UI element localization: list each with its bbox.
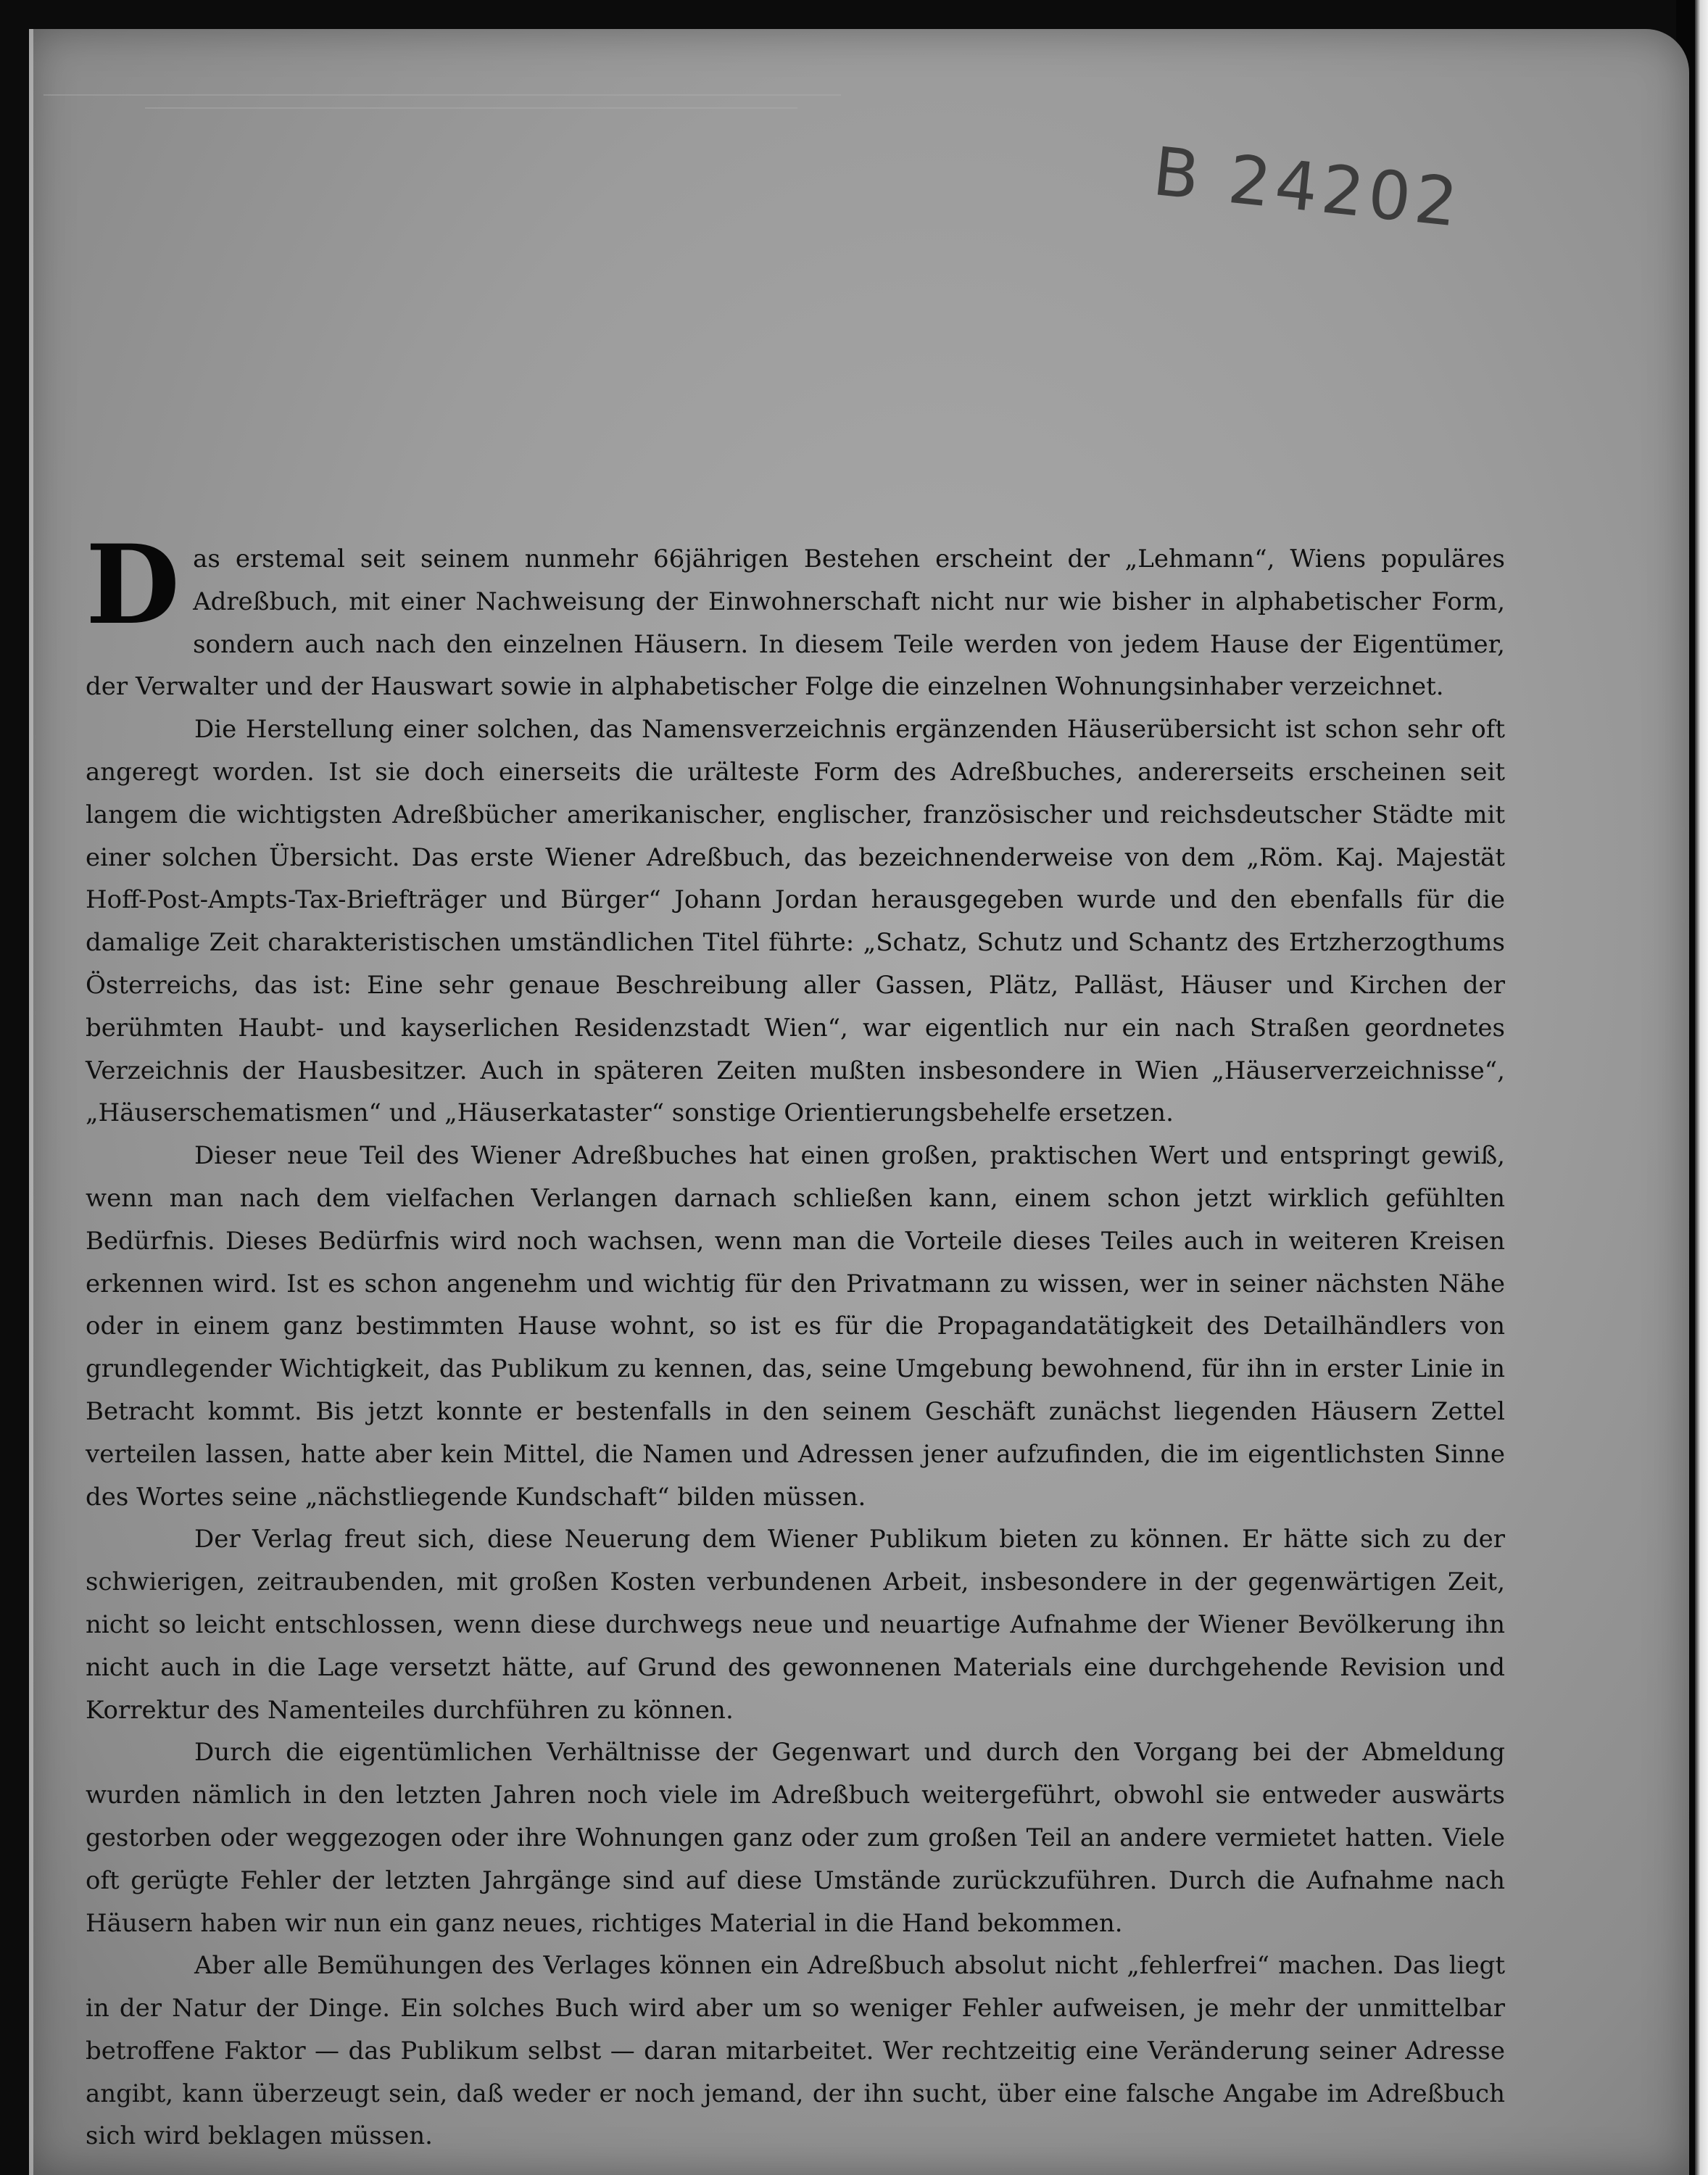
scan-artifact [43, 94, 841, 96]
paragraph-6: Aber alle Bemühungen des Verlages können ein Adreßbuch absolut nicht „fehlerfrei“ machen. Das liegt in der Natur der Dinge. Ein solches Buch wird aber um so weniger Fehler aufweisen, je mehr der unmittelbar betroffene Faktor — das Publikum selbst — daran mitarbeitet. Wer rechtzeitig eine Veränderung seiner Adresse angibt, kann überzeugt sein, daß weder er noch jemand, der ihn sucht, über eine falsche Angabe im Adreßbuch sich wird beklagen müssen. [86, 1951, 1505, 2151]
paragraph-1 [86, 521, 1505, 708]
sheet-left-edge [29, 29, 33, 2175]
scan-edge [1695, 0, 1708, 2175]
paragraph-2: Die Herstellung einer solchen, das Namensverzeichnis ergänzenden Häuserübersicht ist schon sehr oft angeregt worden. Ist sie doch einerseits die urälteste Form des Adreßbuches, andererseits erscheinen seit langem die wichtigsten Adreßbücher amerikanischer, englischer, französischer und reichsdeutscher Städte mit einer solchen Übersicht. Das erste Wiener Adreßbuch, das bezeichnenderweise von dem „Röm. Kaj. Majestät Hoff-Post-Ampts-Tax-Briefträger und Bürger“ Johann Jordan herausgegeben wurde und den ebenfalls für die damalige Zeit charakteristischen umständlichen Titel führte: „Schatz, Schutz und Schantz des Ertzherzogthums Österreichs, das ist: Eine sehr genaue Beschreibung aller Gassen, Plätz, Palläst, Häuser und Kirchen der berühmten Haubt- und kayserlichen Residenzstadt Wien“, war eigentlich nur ein nach Straßen geordnetes Verzeichnis der Hausbesitzer. Auch in späteren Zeiten mußten insbesondere in Wien „Häuserverzeichnisse“, „Häuserschematismen“ und „Häuserkataster“ sonstige Orientierungsbehelfe ersetzen. [86, 715, 1505, 1128]
handwritten-shelf-mark: B 24202 [1149, 132, 1466, 243]
paragraph-3: Dieser neue Teil des Wiener Adreßbuches hat einen großen, praktischen Wert und entspringt gewiß, wenn man nach dem vielfachen Verlangen darnach schließen kann, einem schon jetzt wirklich gefühlten Bedürfnis. Dieses Bedürfnis wird noch wachsen, wenn man die Vorteile dieses Teiles auch in weiteren Kreisen erkennen wird. Ist es schon angenehm und wichtig für den Privatmann zu wissen, wer in seiner nächsten Nähe oder in einem ganz bestimmten Hause wohnt, so ist es für die Propagandatätigkeit des Detailhändlers von grundlegender Wichtigkeit, das Publikum zu kennen, das, seine Umgebung bewohnend, für ihn in erster Linie in Betracht kommt. Bis jetzt konnte er bestenfalls in den seinem Geschäft zunächst liegenden Häusern Zettel verteilen lassen, hatte aber kein Mittel, die Namen und Adressen jener aufzufinden, die im eigentlichsten Sinne des Wortes seine „nächstliegende Kundschaft“ bilden müssen. [86, 1141, 1505, 1512]
drop-cap: D [86, 521, 181, 649]
body-text [86, 521, 1505, 2158]
paragraph-4: Der Verlag freut sich, diese Neuerung dem Wiener Publikum bieten zu können. Er hätte sich zu der schwierigen, zeitraubenden, mit großen Kosten verbundenen Arbeit, insbesondere in der gegenwärtigen Zeit, nicht so leicht entschlossen, wenn diese durchwegs neue und neuartige Aufnahme der Wiener Bevölkerung ihn nicht auch in die Lage versetzt hätte, auf Grund des gewonnenen Materials eine durchgehende Revision und Korrektur des Namenteiles durchführen zu können. [86, 1525, 1505, 1725]
paragraph-5: Durch die eigentümlichen Verhältnisse der Gegenwart und durch den Vorgang bei der Abmeldung wurden nämlich in den letzten Jahren noch viele im Adreßbuch weitergeführt, obwohl sie entweder auswärts gestorben oder weggezogen oder ihre Wohnungen ganz oder zum großen Teil an andere vermietet hatten. Viele oft gerügte Fehler der letzten Jahrgänge sind auf diese Umstände zurückzuführen. Durch die Aufnahme nach Häusern haben wir nun ein ganz neues, richtiges Material in die Hand bekommen. [86, 1738, 1505, 1938]
paragraph-1-text: as erstemal seit seinem nunmehr 66jährigen Bestehen erscheint der „Lehmann“, Wiens populäres Adreßbuch, mit einer Nachweisung der Einwohnerschaft nicht nur wie bisher in alphabetischer Form, sondern auch nach den einzelnen Häusern. In diesem Teile werden von jedem Hause der Eigentümer, der Verwalter und der Hauswart sowie in alphabetischer Folge die einzelnen Wohnungsinhaber verzeichnet. [86, 544, 1505, 702]
scan-artifact [145, 107, 797, 109]
